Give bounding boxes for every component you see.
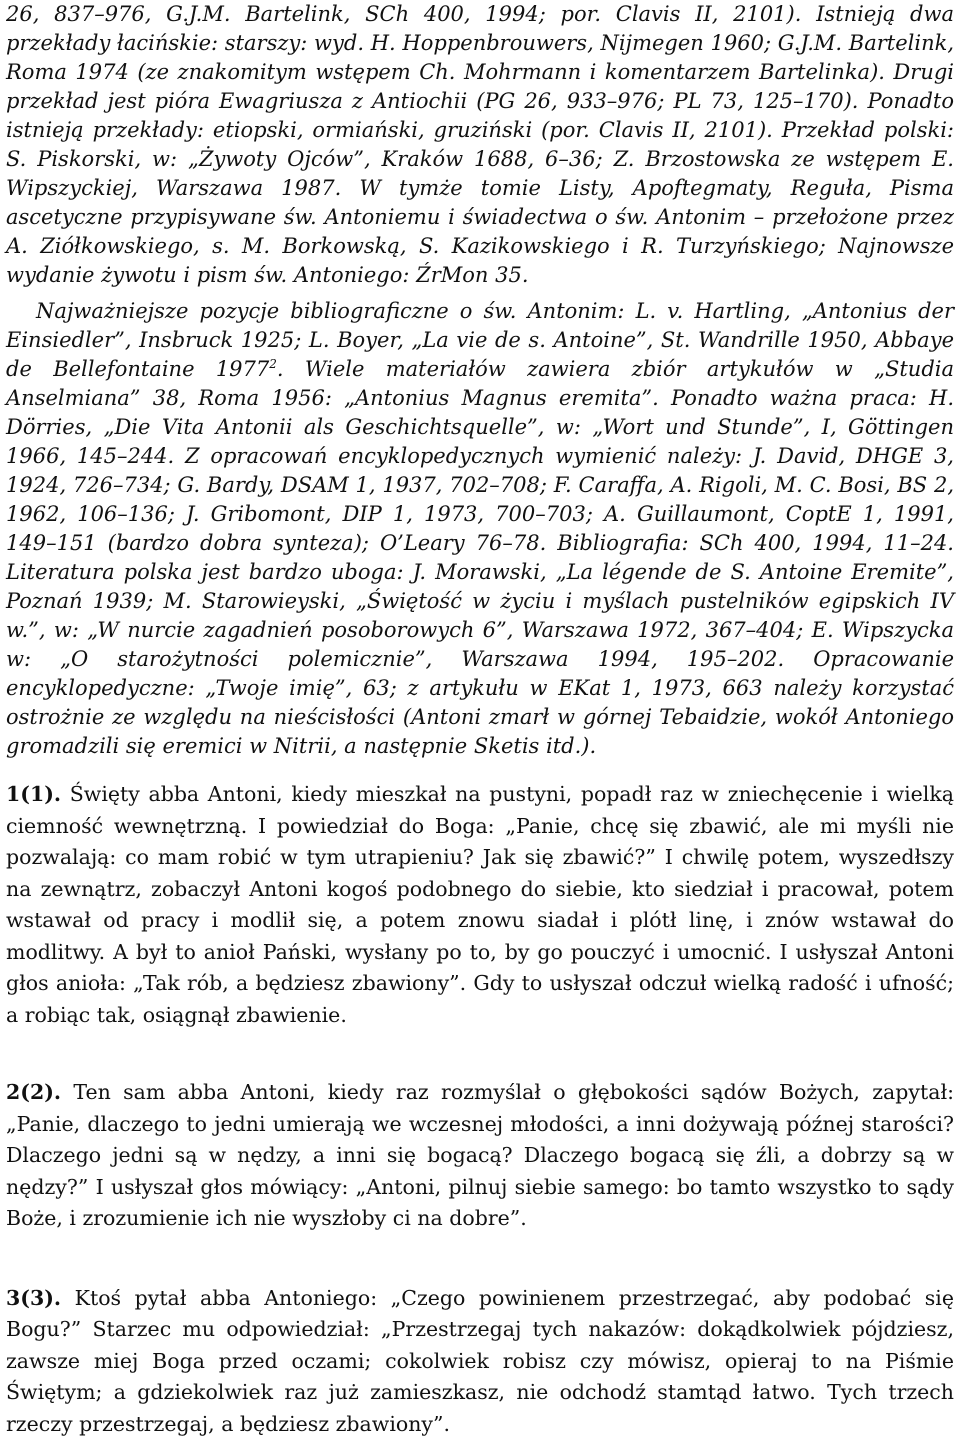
saying-paragraph [6, 779, 954, 1031]
saying-text: Ktoś pytał abba Antoniego: „Czego powinienem przestrzegać, aby podobać się Bogu?” Starzec mu odpowiedział: „Przestrzegaj tych nakazów: dokądkolwiek pójdziesz, zawsze miej Boga przed oczami; cokolwiek robisz czy mówisz, opieraj to na Piśmie Świętym; a gdziekolwiek raz już zamieszkasz, nie odchodź stamtąd łatwo. Tych trzech rzeczy przestrzegaj, a będziesz zbawiony”. [6, 1286, 954, 1436]
saying-text: Święty abba Antoni, kiedy mieszkał na pustyni, popadł raz w zniechęcenie i wielką ciemność wewnętrzną. I powiedział do Boga: „Panie, chcę się zbawić, ale mi myśli nie pozwalają: co mam robić w tym utrapieniu? Jak się zbawić?” I chwilę potem, wyszedłszy na zewnątrz, zobaczył Antoni kogoś podobnego do siebie, kto siedział i pracował, potem wstawał od pracy i modlił się, a potem znowu siadał i plótł linę, i znów wstawał do modlitwy. A był to anioł Pański, wysłany po to, by go pouczyć i umocnić. I usłyszał Antoni głos anioła: „Tak rób, a będziesz zbawiony”. Gdy to usłyszał odczuł wielką radość i ufność; a robiąc tak, osiągnął zbawienie. [6, 782, 954, 1027]
saying-number: 1(1). [6, 782, 61, 806]
intro-paragraph-editions: 26, 837–976, G.J.M. Bartelink, SCh 400, 1994; por. Clavis II, 2101). Istnieją dwa przekłady łacińskie: starszy: wyd. H. Hoppenbrouwers, Nijmegen 1960; G.J.M. Bartelink, Roma 1974 (ze znakomitym wstępem Ch. Mohrmann i komentarzem Bartelinka). Drugi przekład jest pióra Ewagriusza z Antiochii (PG 26, 933–976; PL 73, 125–170). Ponadto istnieją przekłady: etiopski, ormiański, gruziński (por. Clavis II, 2101). Przekład polski: S. Piskorski, w: „Żywoty Ojców”, Kraków 1688, 6–36; Z. Brzostowska ze wstępem E. Wipszyckiej, Warszawa 1987. W tymże tomie Listy, Apoftegmaty, Reguła, Pisma ascetyczne przypisywane św. Antoniemu i świadectwa o św. Antonim – przełożone przez A. Ziółkowskiego, s. M. Borkowską, S. Kazikowskiego i R. Turzyńskiego; Najnowsze wydanie żywotu i pism św. Antoniego: ŹrMon 35. [6, 0, 954, 290]
saying-number: 2(2). [6, 1080, 61, 1104]
intro-paragraph-bibliography [6, 297, 954, 761]
saying-paragraph [6, 1283, 954, 1440]
bibliographic-introduction [6, 0, 954, 761]
saying-number: 3(3). [6, 1286, 61, 1310]
saying-paragraph [6, 1077, 954, 1235]
saying-text: Ten sam abba Antoni, kiedy raz rozmyślał o głębokości sądów Bożych, zapytał: „Panie, dlaczego to jedni umierają we wczesnej młodości, a inni dożywają późnej starości? Dlaczego jedni są w nędzy, a inni się bogacą? Dlaczego bogacą się źli, a dobrzy są w nędzy?” I usłyszał głos mówiący: „Antoni, pilnuj siebie samego: bo tamto wszystko to sądy Boże, i zrozumienie ich nie wyszłoby ci na dobre”. [6, 1080, 954, 1230]
edition-superscript: 2 [269, 357, 277, 371]
bibliography-text-start: Najważniejsze pozycje bibliograficzne o św. Antonim: L. v. Hartling, „Antonius der Einsiedler”, Insbruck 1925; L. Boyer, „La vie de s. Antoine”, St. Wandrille 1950, Abbaye de Bellefontaine 1977 [6, 299, 954, 381]
bibliography-text-end: . Wiele materiałów zawiera zbiór artykułów w „Studia Anselmiana” 38, Roma 1956: „Antonius Magnus eremita”. Ponadto ważna praca: H. Dörries, „Die Vita Antonii als Geschichtsquelle”, w: „Wort und Stunde”, I, Göttingen 1966, 145–244. Z opracowań encyklopedycznych wymienić należy: J. David, DHGE 3, 1924, 726–734; G. Bardy, DSAM 1, 1937, 702–708; F. Caraffa, A. Rigoli, M. C. Bosi, BS 2, 1962, 106–136; J. Gribomont, DIP 1, 1973, 700–703; A. Guillaumont, CoptE 1, 1991, 149–151 (bardzo dobra synteza); O’Leary 76–78. Bibliografia: SCh 400, 1994, 11–24. Literatura polska jest bardzo uboga: J. Morawski, „La légende de S. Antoine Eremite”, Poznań 1939; M. Starowieyski, „Świętość w życiu i myślach pustelników egipskich IV w.”, w: „W nurcie zagadnień posoborowych 6”, Warszawa 1972, 367–404; E. Wipszycka w: „O starożytności polemicznie”, Warszawa 1994, 195–202. Opracowanie encyklopedyczne: „Twoje imię”, 63; z artykułu w EKat 1, 1973, 663 należy korzystać ostrożnie ze względu na nieścisłości (Antoni zmarł w górnej Tebaidzie, wokół Antoniego gromadzili się eremici w Nitrii, a następnie Sketis itd.). [6, 357, 954, 758]
